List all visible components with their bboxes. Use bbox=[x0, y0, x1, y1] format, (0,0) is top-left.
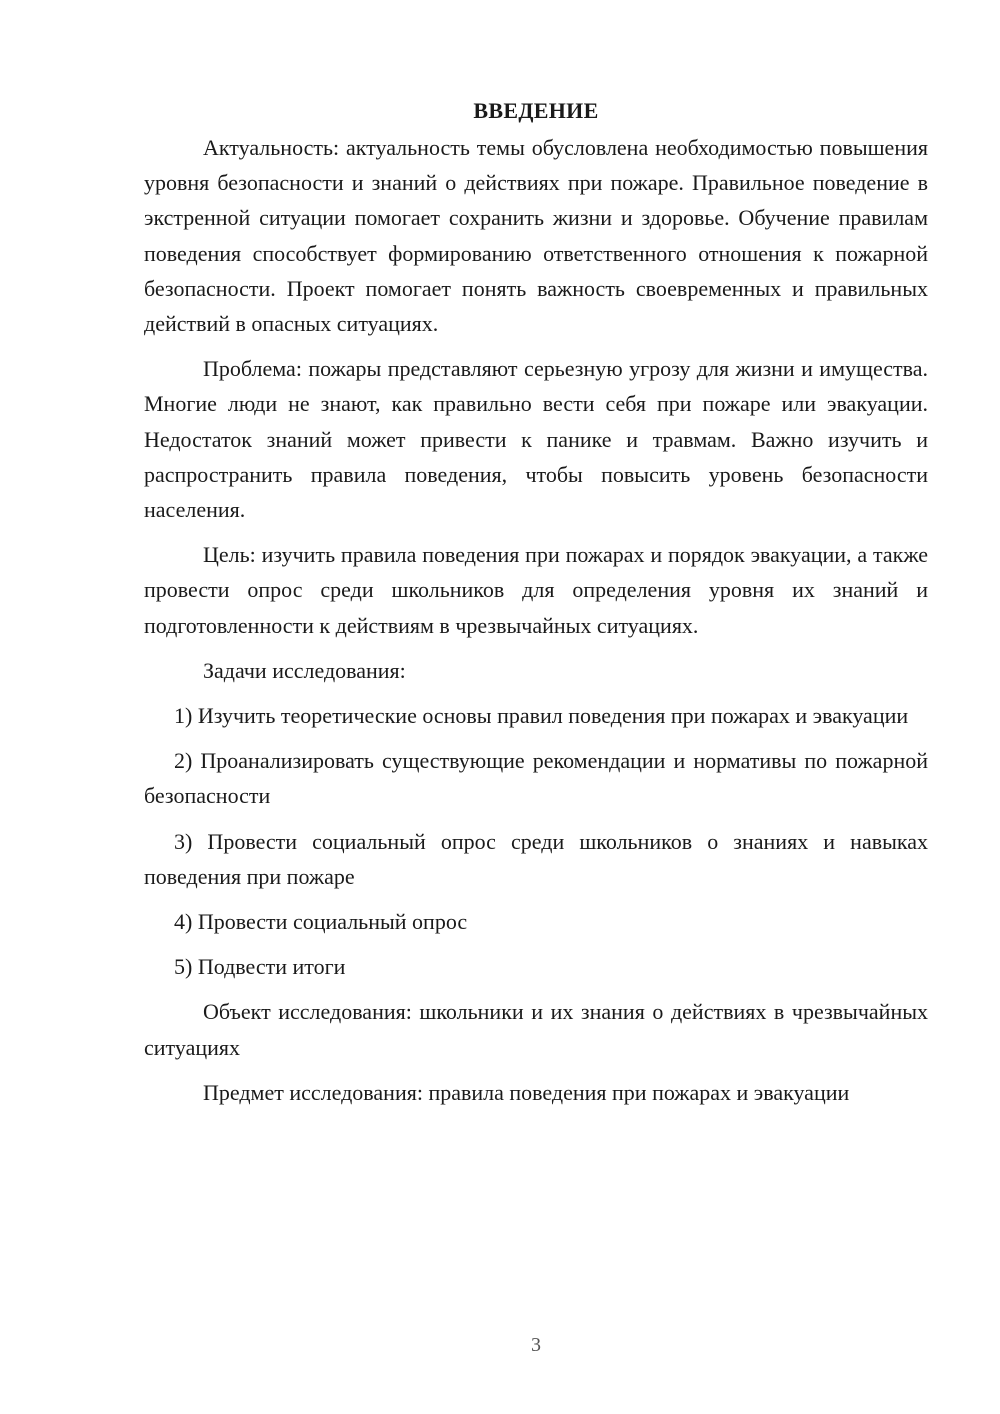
document-page bbox=[144, 96, 928, 1110]
task-item-1: 1) Изучить теоретические основы правил поведения при пожарах и эвакуации bbox=[174, 703, 909, 729]
task-item-2: 2) Проанализировать существующие рекомендации и нормативы по пожарной безопасности bbox=[144, 748, 928, 809]
tasks-heading: Задачи исследования: bbox=[203, 657, 406, 683]
section-title: ВВЕДЕНИЕ bbox=[473, 98, 599, 123]
paragraph-relevance: Актуальность: актуальность темы обусловлена необходимостью повышения уровня безопасности и знаний о действиях при пожаре. Правильное поведение в экстренной ситуации помогает сохранить жизни и здоровье. Обучение правилам поведения способствует формированию ответственного отношения к пожарной безопасности. Проект помогает понять важность своевременных и правильных действий в опасных ситуациях. bbox=[144, 135, 928, 337]
task-item-5: 5) Подвести итоги bbox=[174, 954, 346, 980]
paragraph-object: Объект исследования: школьники и их знания о действиях в чрезвычайных ситуациях bbox=[144, 999, 928, 1060]
task-item-3: 3) Провести социальный опрос среди школьников о знаниях и навыках поведения при пожаре bbox=[144, 828, 928, 889]
paragraph-problem: Проблема: пожары представляют серьезную угрозу для жизни и имущества. Многие люди не знают, как правильно вести себя при пожаре или эвакуации. Недостаток знаний может привести к панике и травмам. Важно изучить и распространить правила поведения, чтобы повысить уровень безопасности населения. bbox=[144, 356, 928, 523]
task-item-4: 4) Провести социальный опрос bbox=[174, 909, 468, 935]
paragraph-goal: Цель: изучить правила поведения при пожарах и порядок эвакуации, а также провести опрос среди школьников для определения уровня их знаний и подготовленности к действиям в чрезвычайных ситуациях. bbox=[144, 542, 928, 638]
page-number: 3 bbox=[531, 1334, 541, 1356]
paragraph-subject: Предмет исследования: правила поведения при пожарах и эвакуации bbox=[203, 1079, 850, 1105]
